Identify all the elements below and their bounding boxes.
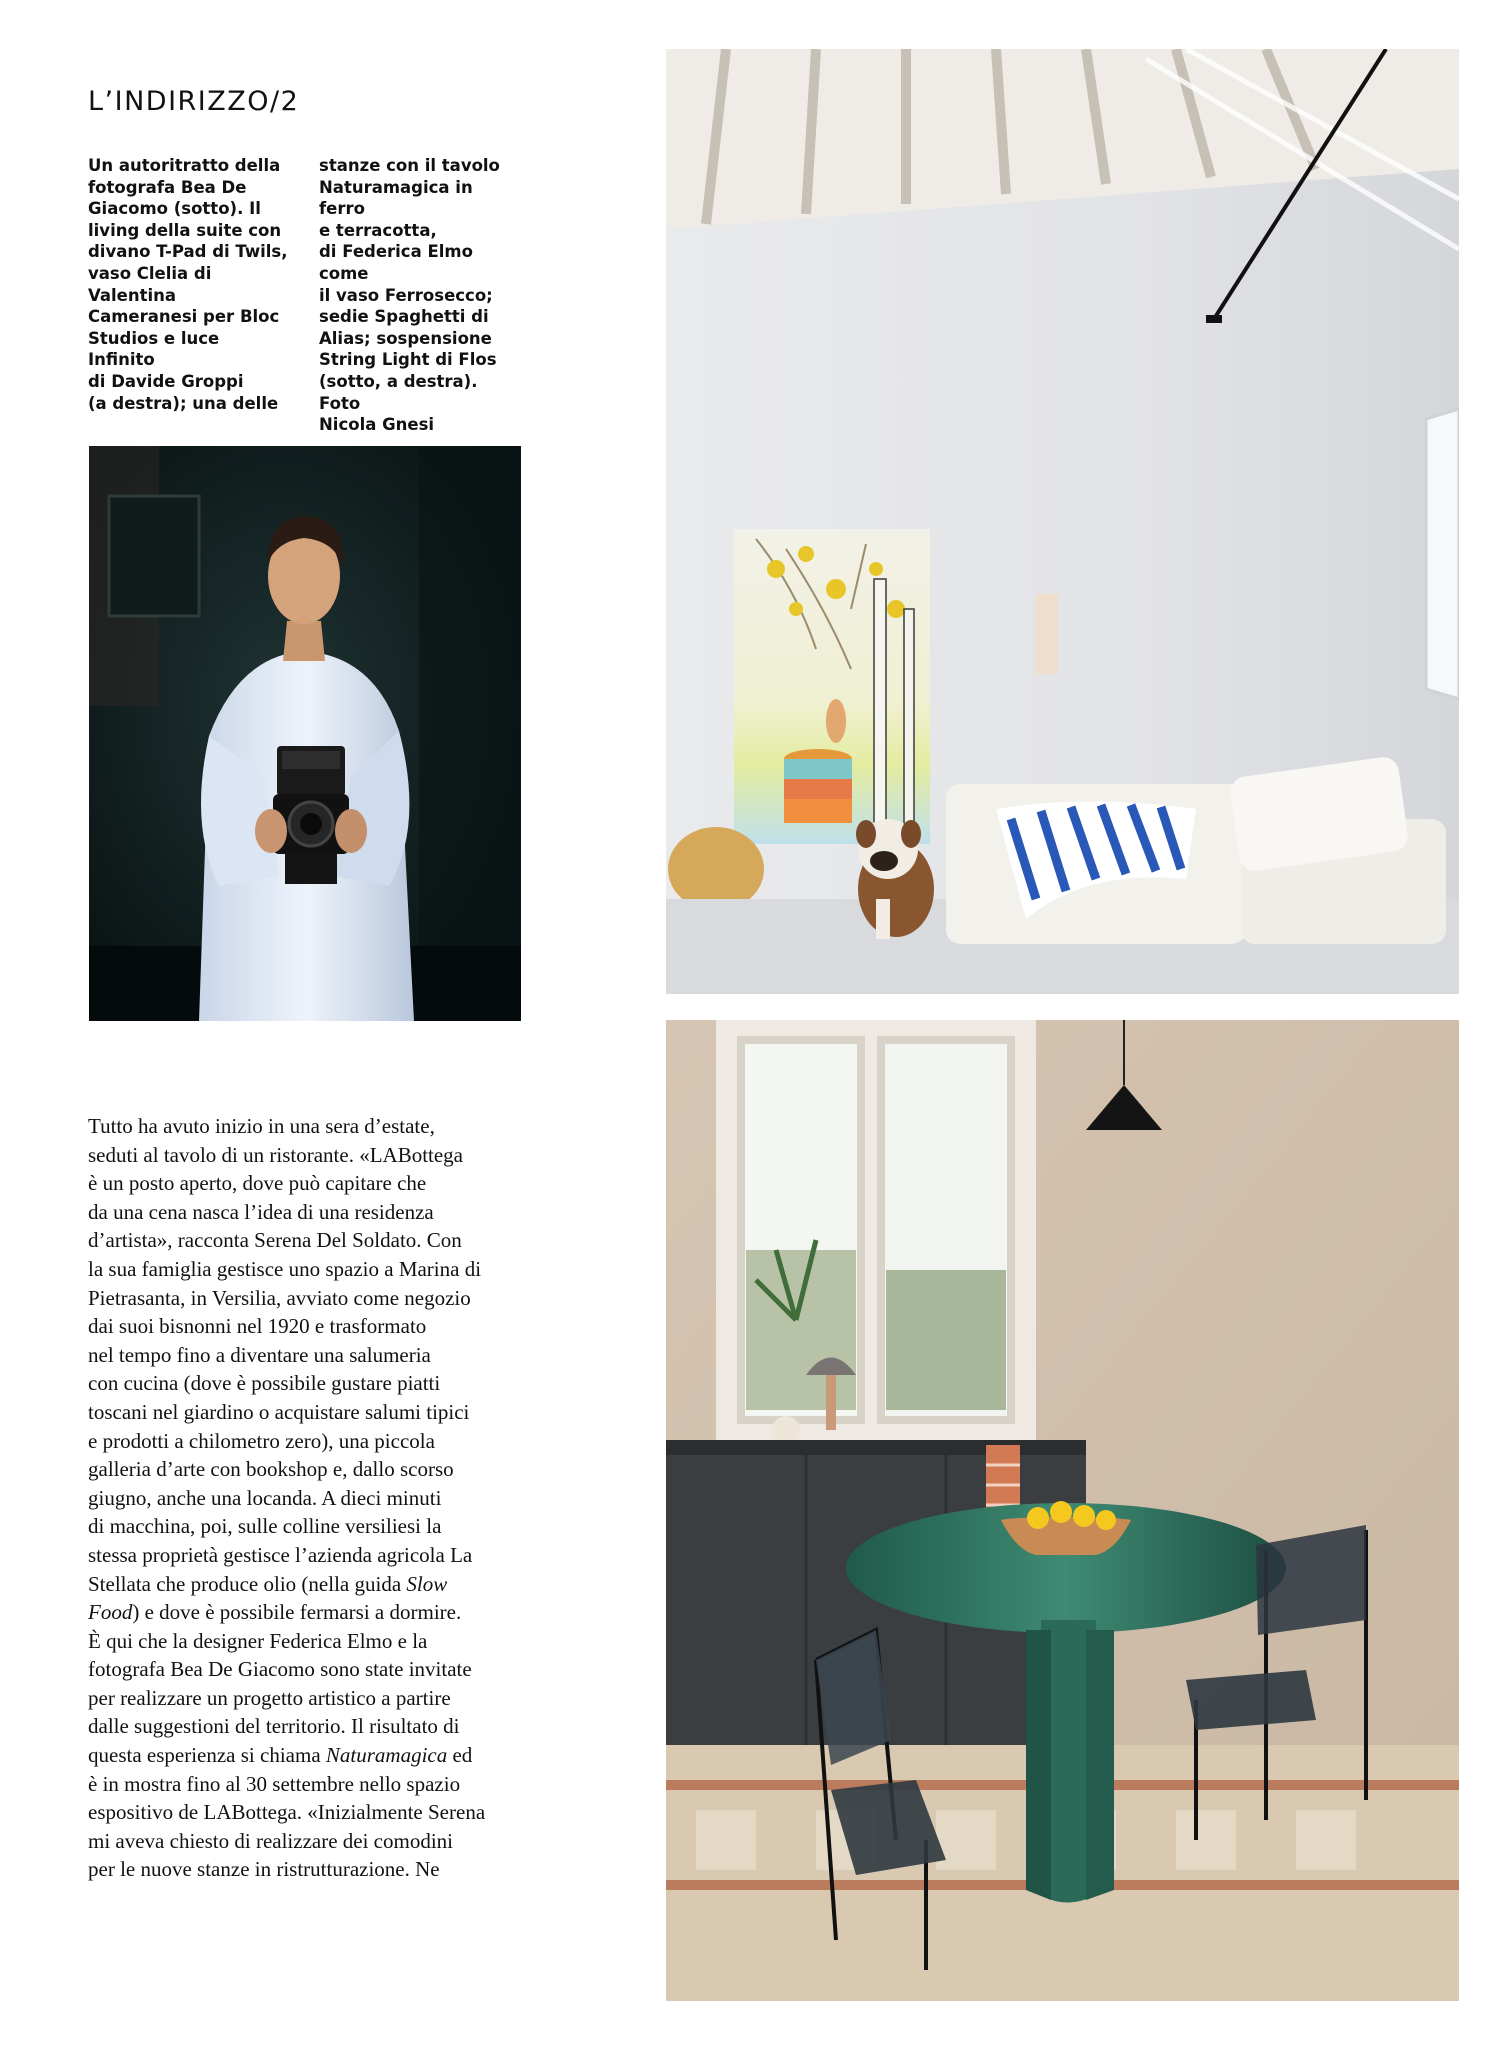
body-line-8: dai suoi bisnonni nel 1920 e trasformato bbox=[88, 1314, 427, 1339]
body-text-fragment: questa esperienza si chiama bbox=[88, 1743, 326, 1768]
body-text-fragment: ed bbox=[447, 1743, 473, 1768]
body-line-12: e prodotti a chilometro zero), una piccola bbox=[88, 1428, 435, 1453]
body-line-24: è in mostra fino al 30 settembre nello spazio bbox=[88, 1771, 461, 1796]
body-line-5: d’artista», racconta Serena Del Soldato. Con bbox=[88, 1228, 462, 1253]
body-line-10: con cucina (dove è possibile gustare piatti bbox=[88, 1371, 441, 1396]
body-line-13: galleria d’arte con bookshop e, dallo scorso bbox=[88, 1457, 454, 1482]
body-line-16: stessa proprietà gestisce l’azienda agricola La bbox=[88, 1542, 473, 1567]
italic-food: Food bbox=[88, 1600, 133, 1625]
body-line-4: da una cena nasca l’idea di una residenza bbox=[88, 1199, 434, 1224]
body-line-15: di macchina, poi, sulle colline versiliesi la bbox=[88, 1514, 442, 1539]
italic-naturamagica: Naturamagica bbox=[325, 1743, 448, 1768]
body-line-26: mi aveva chiesto di realizzare dei comodini bbox=[88, 1828, 454, 1853]
section-title: L’INDIRIZZO/2 bbox=[88, 86, 300, 117]
kitchen-dining-photo bbox=[666, 1020, 1459, 2001]
body-line-17 bbox=[88, 1570, 528, 1599]
body-line-25: espositivo de LABottega. «Inizialmente Serena bbox=[88, 1800, 486, 1825]
body-line-19: È qui che la designer Federica Elmo e la bbox=[88, 1628, 428, 1653]
body-line-23 bbox=[88, 1741, 528, 1770]
body-line-22: dalle suggestioni del territorio. Il risultato di bbox=[88, 1714, 460, 1739]
body-line-20: fotografa Bea De Giacomo sono state invitate bbox=[88, 1657, 472, 1682]
body-text-fragment: Stellata che produce olio (nella guida bbox=[88, 1571, 407, 1596]
photo-caption-column-2: stanze con il tavolo Naturamagica in ferro e terracotta, di Federica Elmo come il vaso Ferrosecco; sedie Spaghetti di Alias; sospensione String Light di Flos (sotto, a destra). Foto Nicola Gnesi bbox=[319, 156, 500, 435]
living-room-photo bbox=[666, 49, 1459, 994]
body-text-fragment: ) e dove è possibile fermarsi a dormire. bbox=[132, 1600, 462, 1625]
body-line-27: per le nuove stanze in ristrutturazione. Ne bbox=[88, 1857, 440, 1882]
body-line-6: la sua famiglia gestisce uno spazio a Marina di bbox=[88, 1256, 482, 1281]
body-line-3: è un posto aperto, dove può capitare che bbox=[88, 1171, 427, 1196]
body-line-1: Tutto ha avuto inizio in una sera d’estate, bbox=[88, 1114, 435, 1138]
italic-slow: Slow bbox=[406, 1571, 448, 1596]
body-line-2: seduti al tavolo di un ristorante. «LABottega bbox=[88, 1142, 464, 1167]
portrait-photo bbox=[89, 446, 521, 1021]
body-line-7: Pietrasanta, in Versilia, avviato come negozio bbox=[88, 1285, 471, 1310]
body-line-9: nel tempo fino a diventare una salumeria bbox=[88, 1342, 431, 1367]
body-line-14: giugno, anche una locanda. A dieci minuti bbox=[88, 1485, 442, 1510]
body-line-21: per realizzare un progetto artistico a partire bbox=[88, 1685, 451, 1710]
body-line-18 bbox=[88, 1598, 528, 1627]
body-line-11: toscani nel giardino o acquistare salumi tipici bbox=[88, 1399, 470, 1424]
photo-caption-column-1: Un autoritratto della fotografa Bea De Giacomo (sotto). Il living della suite con divano T-Pad di Twils, vaso Clelia di Valentina Cameranesi per Bloc Studios e luce Infinito di Davide Groppi (a destra); una delle bbox=[88, 156, 288, 413]
article-body bbox=[88, 1112, 528, 1884]
